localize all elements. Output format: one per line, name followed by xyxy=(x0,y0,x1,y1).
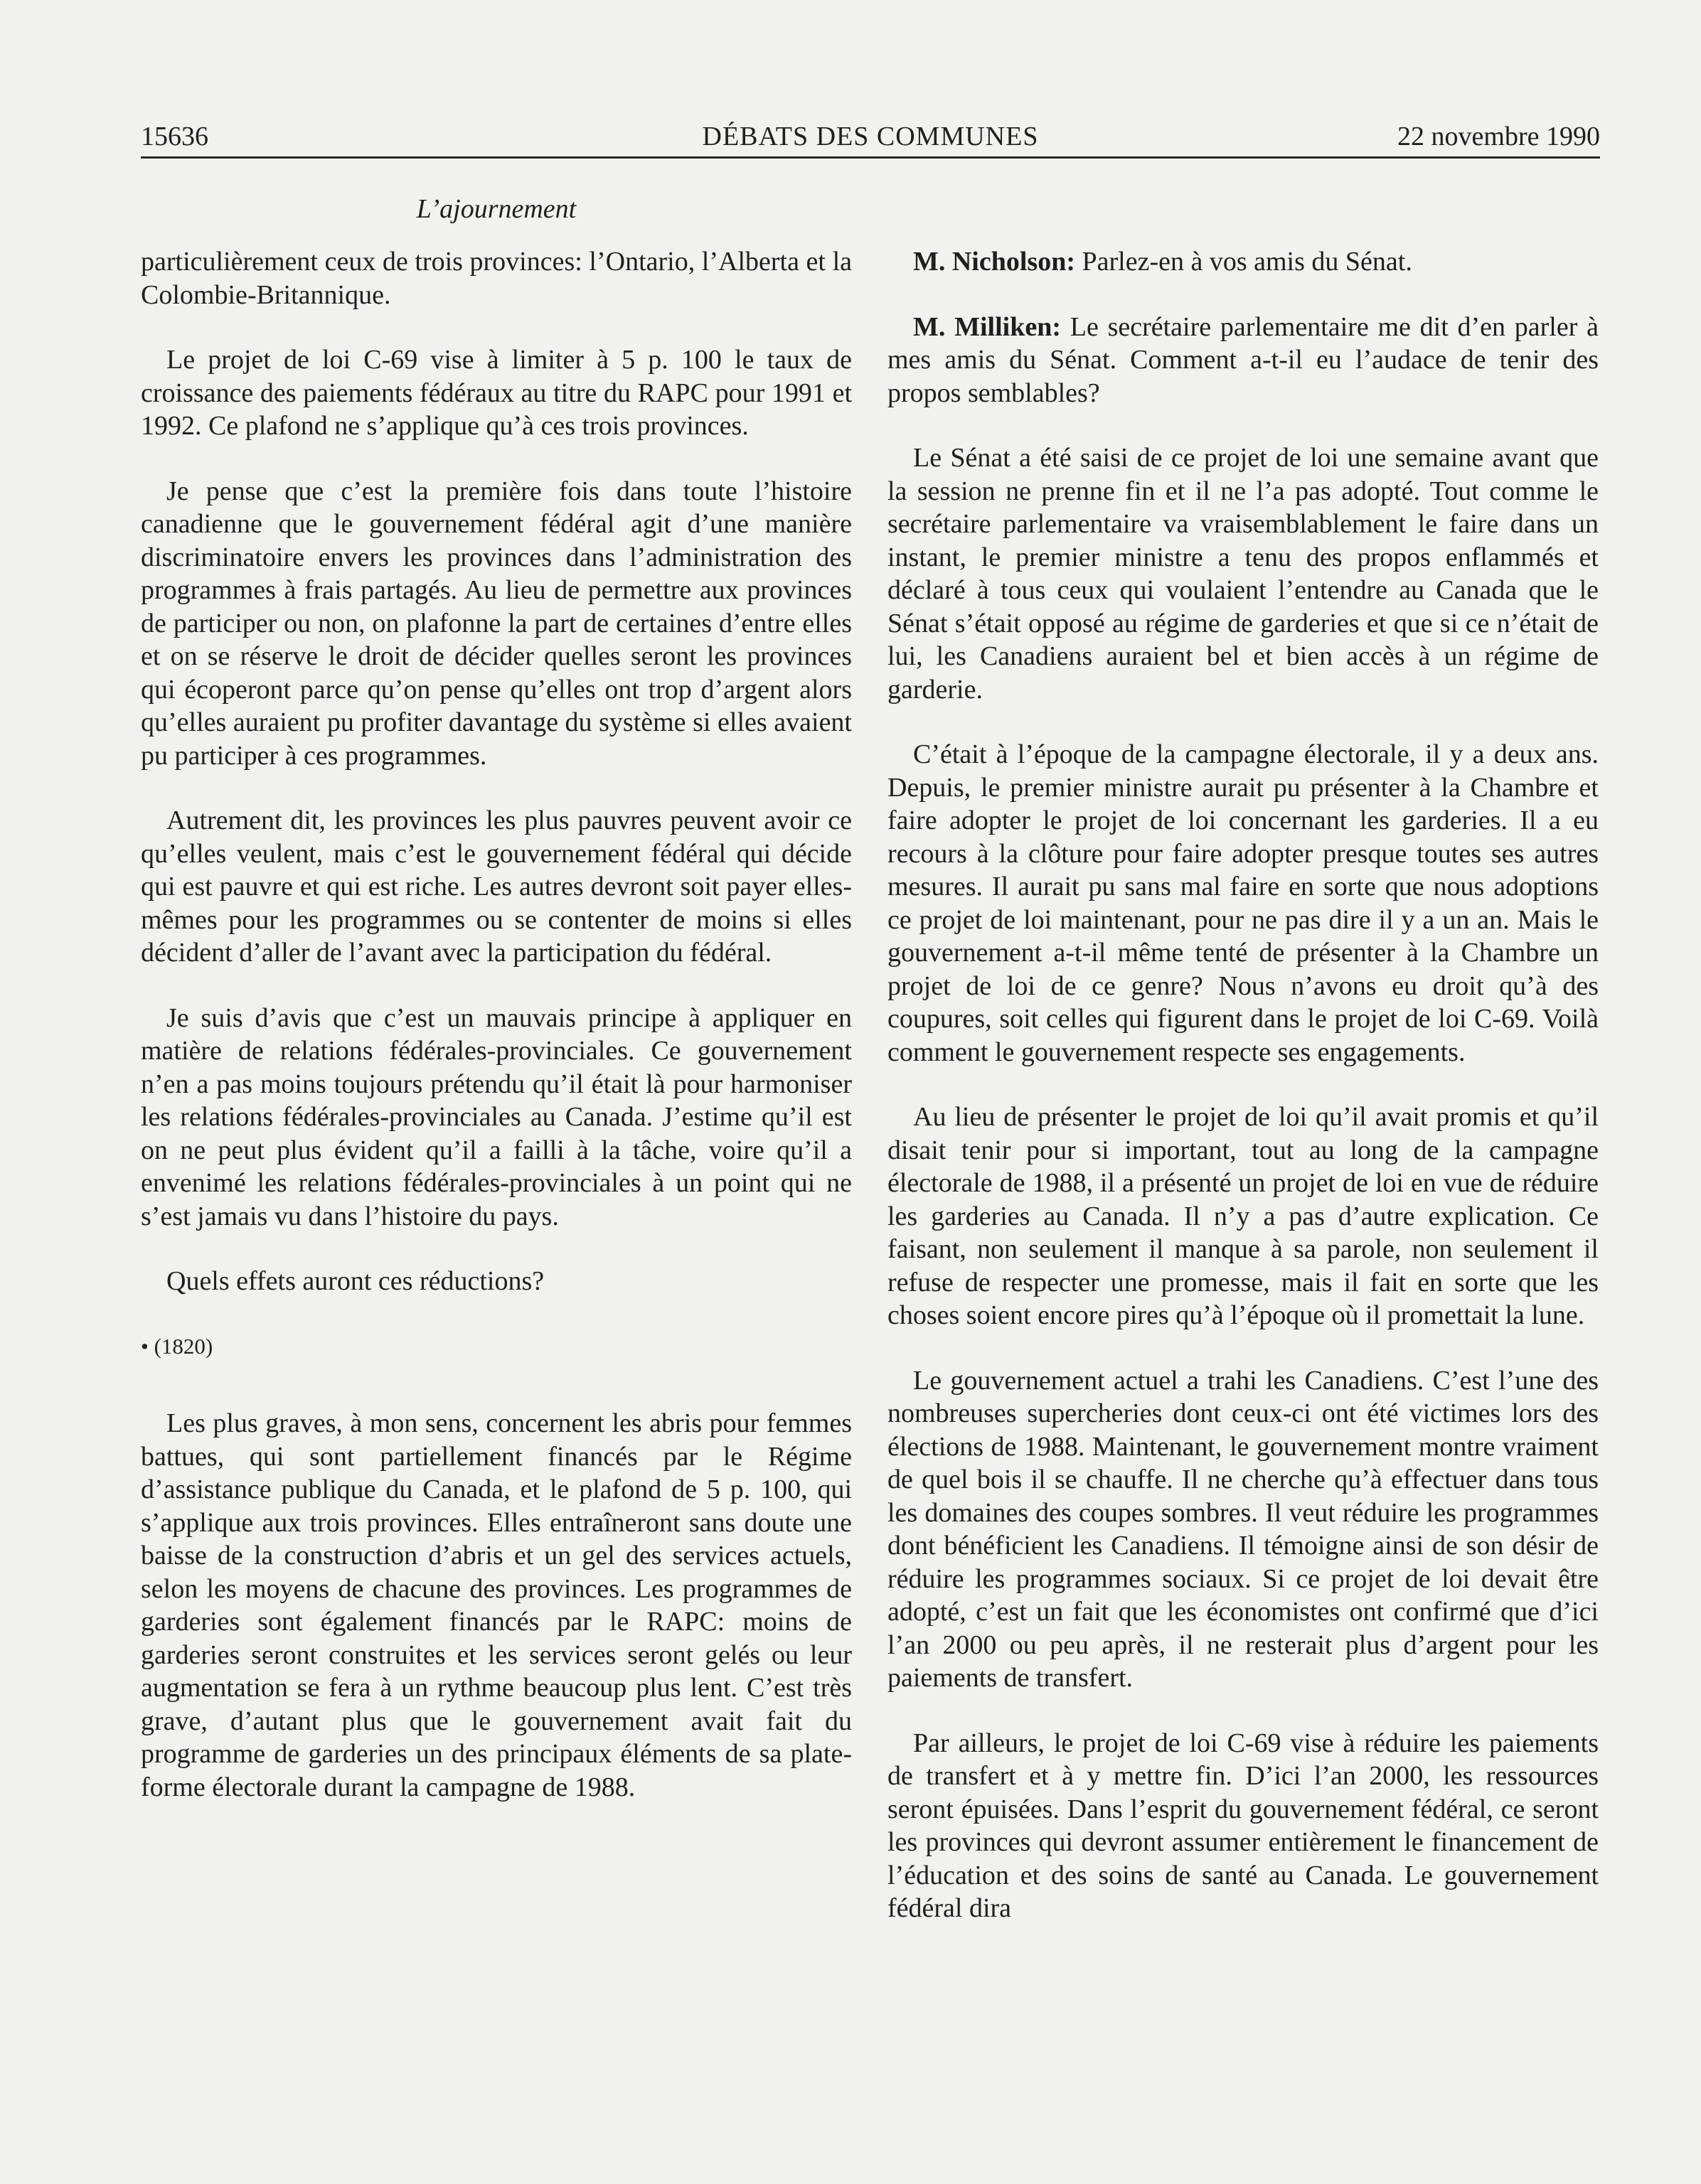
speaker-name: M. Milliken: xyxy=(913,311,1061,342)
paragraph: Je suis d’avis que c’est un mauvais principe à appliquer en matière de relations fédérales-provinciales. Ce gouvernement n’en a pas moins toujours prétendu qu’il était là pour harmoniser les relations fédérales-provinciales au Canada. J’estime qu’il est on ne peut plus évident qu’il a failli à la tâche, voire qu’il a envenimé les relations fédérales-provinciales à un point qui ne s’est jamais vu dans l’histoire du pays. xyxy=(141,1002,852,1231)
header-rule xyxy=(141,156,1600,159)
speech-text: Le secrétaire parlementaire me dit d’en parler à mes amis du Sénat. Comment a-t-il eu l’audace de tenir des propos semblables? xyxy=(887,311,1599,408)
paragraph: Quels effets auront ces réductions? xyxy=(166,1266,545,1296)
issue-date: 22 novembre 1990 xyxy=(1397,122,1600,151)
paragraph: Autrement dit, les provinces les plus pauvres peuvent avoir ce qu’elles veulent, mais c’est le gouvernement fédéral qui décide qui est pauvre et qui est riche. Les autres devront soit payer elles-mêmes pour les programmes ou se contenter de moins si elles décident d’aller de l’avant avec la participation du fédéral. xyxy=(141,805,852,968)
paragraph: Je pense que c’est la première fois dans toute l’histoire canadienne que le gouvernement fédéral agit d’une manière discriminatoire envers les provinces dans l’administration des programmes à frais partagés. Au lieu de permettre aux provinces de participer ou non, on plafonne la part de certaines d’entre elles et on se réserve le droit de décider quelles seront les provinces qui écoperont parce qu’on pense qu’elles ont trop d’argent alors qu’elles auraient pu profiter davantage du système si elles avaient pu participer à ces programmes. xyxy=(141,476,852,771)
paragraph: Les plus graves, à mon sens, concernent les abris pour femmes battues, qui sont partiellement financés par le Régime d’assistance publique du Canada, et le plafond de 5 p. 100, qui s’applique aux trois provinces. Elles entraîneront sans doute une baisse de la construction d’abris et un gel des services actuels, selon les moyens de chacune des provinces. Les programmes de garderies sont également financés par le RAPC: moins de garderies seront construites et les services seront gelés ou leur augmentation se fera à un rythme beaucoup plus lent. C’est très grave, d’autant plus que le gouvernement avait fait du programme de garderies un des principaux éléments de sa plate-forme électorale durant la campagne de 1988. xyxy=(141,1408,852,1802)
speech-paragraph xyxy=(887,311,1599,410)
paragraph: Au lieu de présenter le projet de loi qu’il avait promis et qu’il disait tenir pour si important, tout au long de la campagne électorale de 1988, il a présenté un projet de loi en vue de réduire les garderies au Canada. Il n’y a pas d’autre explication. Ce faisant, non seulement il manque à sa parole, non seulement il refuse de respecter une promesse, mais il fait en sorte que les choses soient encore pires qu’à l’époque où il promettait la lune. xyxy=(887,1102,1599,1330)
speech-text: Parlez-en à vos amis du Sénat. xyxy=(1082,247,1412,277)
speech-paragraph xyxy=(887,245,1599,279)
paragraph: Le Sénat a été saisi de ce projet de loi une semaine avant que la session ne prenne fin et il ne l’a pas adopté. Tout comme le secrétaire parlementaire va vraisemblablement le faire dans un instant, le premier ministre a tenu des propos enflammés et déclaré à tous ceux qui voulaient l’entendre au Canada que le Sénat s’était opposé au régime de garderies et que si ce n’était de lui, les Canadiens auraient bel et bien accès à un régime de garderie. xyxy=(887,443,1599,705)
page-number: 15636 xyxy=(141,122,208,151)
speaker-name: M. Nicholson: xyxy=(913,247,1075,277)
left-column xyxy=(141,245,852,1836)
paragraph: C’était à l’époque de la campagne électorale, il y a deux ans. Depuis, le premier ministre aurait pu présenter à la Chambre et faire adopter le projet de loi concernant les garderies. Il a eu recours à la clôture pour faire adopter presque toutes ses autres mesures. Il aurait pu sans mal faire en sorte que nous adoptions ce projet de loi maintenant, pour ne pas dire il y a un an. Mais le gouvernement a-t-il même tenté de présenter à la Chambre un projet de loi de ce genre? Nous n’avons eu droit qu’à des coupures, soit celles qui figurent dans le projet de loi C-69. Voilà comment le gouvernement respecte ses engagements. xyxy=(887,739,1599,1067)
page-header xyxy=(141,115,1600,158)
right-column xyxy=(887,245,1599,1957)
time-marker: • (1820) xyxy=(141,1333,213,1359)
paragraph: Le gouvernement actuel a trahi les Canadiens. C’est l’une des nombreuses supercheries dont ceux-ci ont été victimes lors des élections de 1988. Maintenant, le gouvernement montre vraiment de quel bois il se chauffe. Il ne cherche qu’à effectuer dans tous les domaines des coupes sombres. Il veut réduire les programmes dont bénéficient les Canadiens. Il témoigne ainsi de son désir de réduire les programmes sociaux. Si ce projet de loi devait être adopté, c’est un fait que les économistes ont confirmé que d’ici l’an 2000 ou peu après, il ne resterait plus d’argent pour les paiements de transfert. xyxy=(887,1365,1599,1693)
paragraph: particulièrement ceux de trois provinces: l’Ontario, l’Alberta et la Colombie-Britannique. xyxy=(141,247,852,310)
paragraph: Le projet de loi C-69 vise à limiter à 5 p. 100 le taux de croissance des paiements fédéraux au titre du RAPC pour 1991 et 1992. Ce plafond ne s’applique qu’à ces trois provinces. xyxy=(141,345,852,441)
section-title: L’ajournement xyxy=(416,194,577,224)
paragraph: Par ailleurs, le projet de loi C-69 vise à réduire les paiements de transfert et à y mettre fin. D’ici l’an 2000, les ressources seront épuisées. Dans l’esprit du gouvernement fédéral, ce seront les provinces qui devront assumer entièrement le financement de l’éducation et des soins de santé au Canada. Le gouvernement fédéral dira xyxy=(887,1728,1599,1923)
publication-title: DÉBATS DES COMMUNES xyxy=(702,122,1039,151)
